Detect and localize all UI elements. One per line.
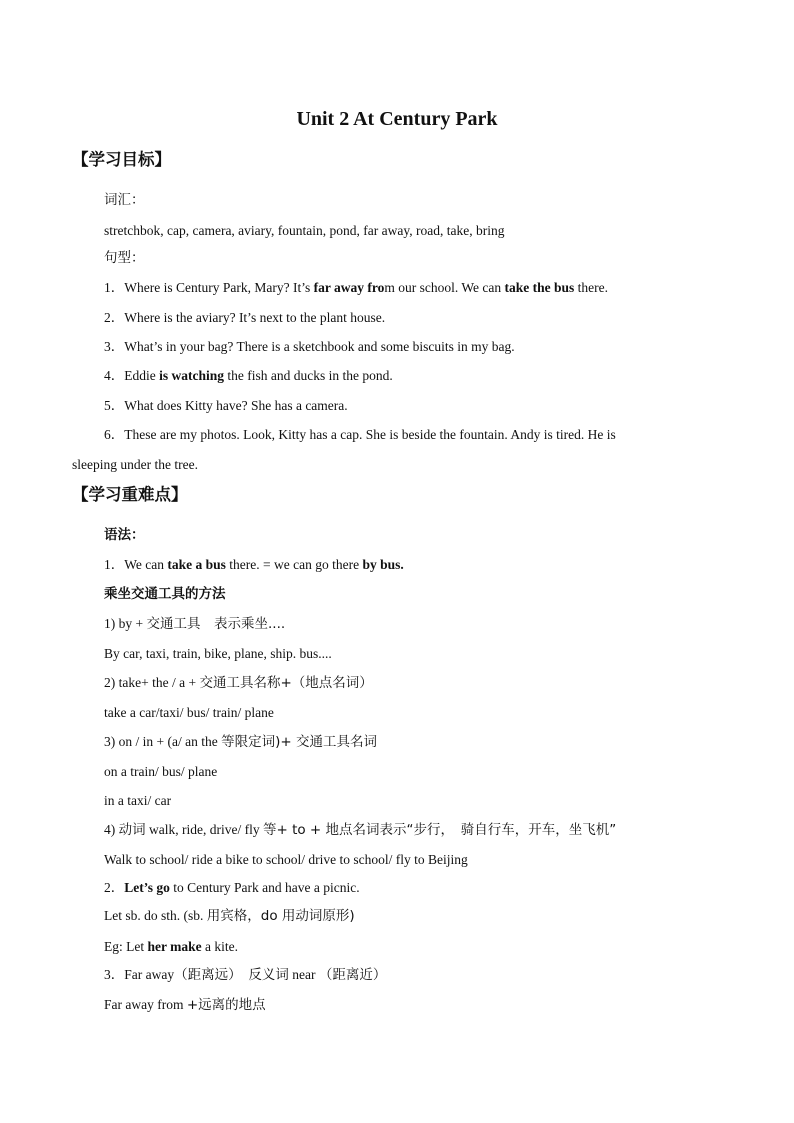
method-1-example: By car, taxi, train, bike, plane, ship. bus....: [104, 646, 332, 661]
vocab-label: 词汇：: [104, 192, 145, 208]
method-3-example-1: on a train/ bus/ plane: [104, 764, 218, 779]
sentence-6-line2: sleeping under the tree.: [72, 457, 198, 472]
section-heading-key-points: 【学习重难点】: [72, 485, 188, 504]
vocab-list: stretchbok, cap, camera, aviary, fountain, pond, far away, road, take, bring: [104, 223, 505, 238]
sentence-1: 1．Where is Century Park, Mary? It’s far away from our school. We can take the bus there.: [104, 280, 608, 295]
method-2: 2) take+ the / a + 交通工具名称+（地点名词）: [104, 675, 373, 691]
sentence-5: 5．What does Kitty have? She has a camera.: [104, 398, 348, 413]
grammar-point-1: 1．We can take a bus there. = we can go there by bus.: [104, 557, 404, 572]
grammar-point-2-example: Eg: Let her make a kite.: [104, 939, 238, 954]
method-title: 乘坐交通工具的方法: [104, 586, 226, 602]
method-2-example: take a car/taxi/ bus/ train/ plane: [104, 705, 274, 720]
grammar-point-2: 2．Let’s go to Century Park and have a picnic.: [104, 880, 360, 895]
sentence-4: 4．Eddie is watching the fish and ducks in the pond.: [104, 368, 393, 383]
grammar-label: 语法：: [104, 527, 145, 543]
sentence-3: 3．What’s in your bag? There is a sketchbook and some biscuits in my bag.: [104, 339, 515, 354]
method-4: 4) 动词 walk, ride, drive/ fly 等+ to + 地点名词表示“步行， 骑自行车，开车，坐飞机”: [104, 822, 617, 838]
sentence-6-line1: 6．These are my photos. Look, Kitty has a cap. She is beside the fountain. Andy is tired. He is: [104, 427, 616, 442]
grammar-point-2-rule: Let sb. do sth. (sb. 用宾格，do 用动词原形): [104, 908, 355, 924]
section-heading-learning-goals: 【学习目标】: [72, 150, 171, 169]
grammar-point-3: 3．Far away（距离远） 反义词 near （距离近）: [104, 967, 387, 983]
sentence-2: 2．Where is the aviary? It’s next to the plant house.: [104, 310, 386, 325]
sentence-label: 句型：: [104, 250, 145, 266]
method-4-example: Walk to school/ ride a bike to school/ drive to school/ fly to Beijing: [104, 852, 468, 867]
grammar-point-3-example: Far away from +远离的地点: [104, 997, 266, 1013]
method-3-example-2: in a taxi/ car: [104, 793, 172, 808]
page-title: Unit 2 At Century Park: [296, 108, 498, 130]
method-3: 3) on / in + (a/ an the 等限定词)+ 交通工具名词: [104, 734, 377, 750]
method-1: 1) by + 交通工具 表示乘坐....: [104, 616, 286, 632]
